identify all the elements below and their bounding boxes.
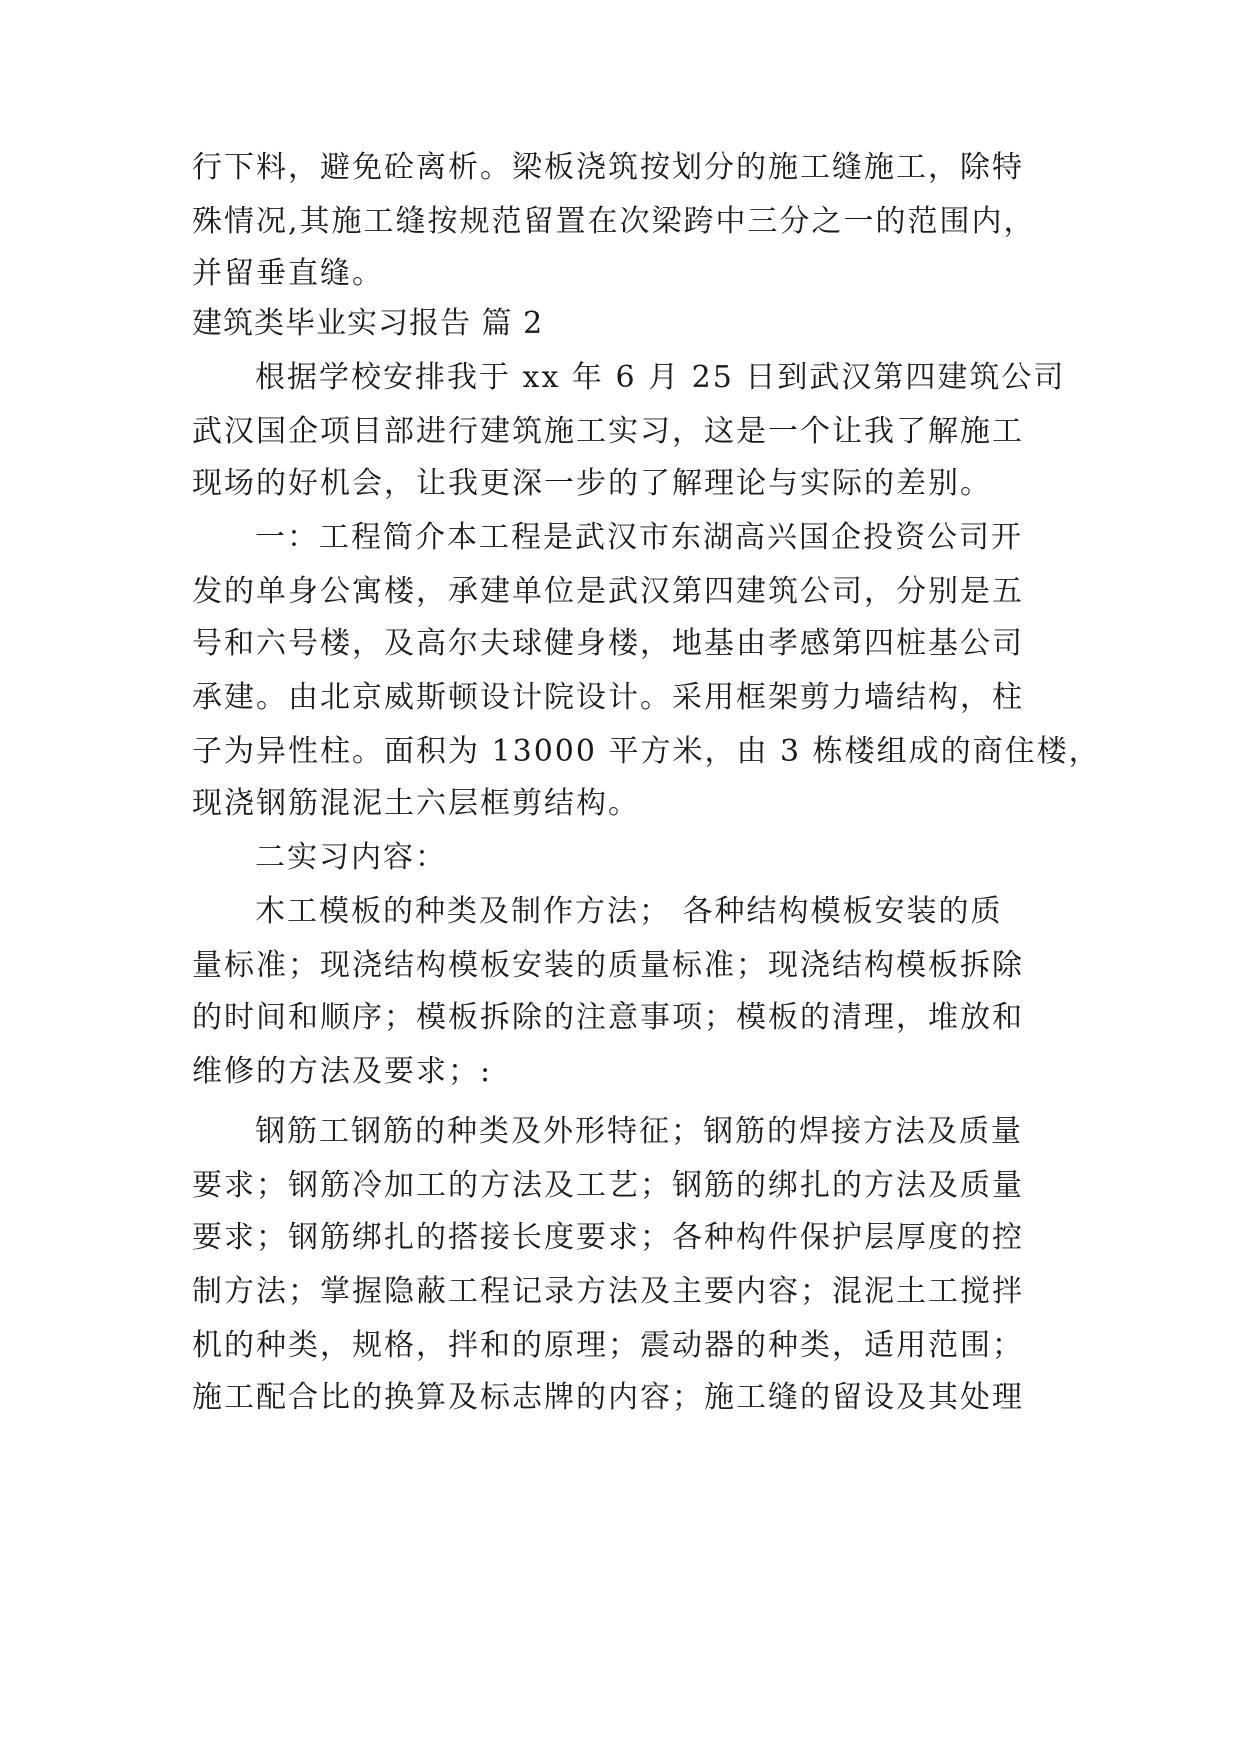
text-line: 机的种类，规格，拌和的原理；震动器的种类，适用范围； — [192, 1328, 1024, 1363]
text-line: 承建。由北京威斯顿设计院设计。采用框架剪力墙结构，柱 — [192, 680, 1024, 715]
text-line: 要求；钢筋冷加工的方法及工艺；钢筋的绑扎的方法及质量 — [192, 1168, 1024, 1203]
section-title: 建筑类毕业实习报告 篇 2 — [192, 306, 544, 341]
text-line: 并留垂直缝。 — [192, 256, 384, 291]
text-line: 木工模板的种类及制作方法； 各种结构模板安装的质 — [255, 894, 1003, 929]
subheading: 二实习内容： — [255, 840, 447, 875]
text-line: 一：工程简介本工程是武汉市东湖高兴国企投资公司开 — [255, 520, 1023, 555]
text-line: 量标准；现浇结构模板安装的质量标准；现浇结构模板拆除 — [192, 948, 1024, 983]
text-line: 武汉国企项目部进行建筑施工实习，这是一个让我了解施工 — [192, 414, 1024, 449]
text-line: 的时间和顺序；模板拆除的注意事项；模板的清理，堆放和 — [192, 1000, 1024, 1035]
text-line: 子为异性柱。面积为 13000 平方米，由 3 栋楼组成的商住楼， — [192, 734, 1101, 769]
text-line: 要求；钢筋绑扎的搭接长度要求；各种构件保护层厚度的控 — [192, 1220, 1024, 1255]
text-line: 殊情况,其施工缝按规范留置在次梁跨中三分之一的范围内， — [192, 204, 1036, 239]
text-line: 维修的方法及要求；: — [192, 1054, 493, 1089]
text-line: 号和六号楼，及高尔夫球健身楼，地基由孝感第四桩基公司 — [192, 626, 1024, 661]
text-line: 现浇钢筋混泥土六层框剪结构。 — [192, 786, 640, 821]
text-line: 制方法；掌握隐蔽工程记录方法及主要内容；混泥土工搅拌 — [192, 1274, 1024, 1309]
text-line: 现场的好机会，让我更深一步的了解理论与实际的差别。 — [192, 466, 992, 501]
text-line: 发的单身公寓楼，承建单位是武汉第四建筑公司，分别是五 — [192, 574, 1024, 609]
text-line: 施工配合比的换算及标志牌的内容；施工缝的留设及其处理 — [192, 1380, 1024, 1415]
text-line: 钢筋工钢筋的种类及外形特征；钢筋的焊接方法及质量 — [255, 1114, 1023, 1149]
text-line: 行下料，避免砼离析。梁板浇筑按划分的施工缝施工，除特 — [192, 150, 1024, 185]
text-line: 根据学校安排我于 xx 年 6 月 25 日到武汉第四建筑公司 — [255, 360, 1066, 395]
